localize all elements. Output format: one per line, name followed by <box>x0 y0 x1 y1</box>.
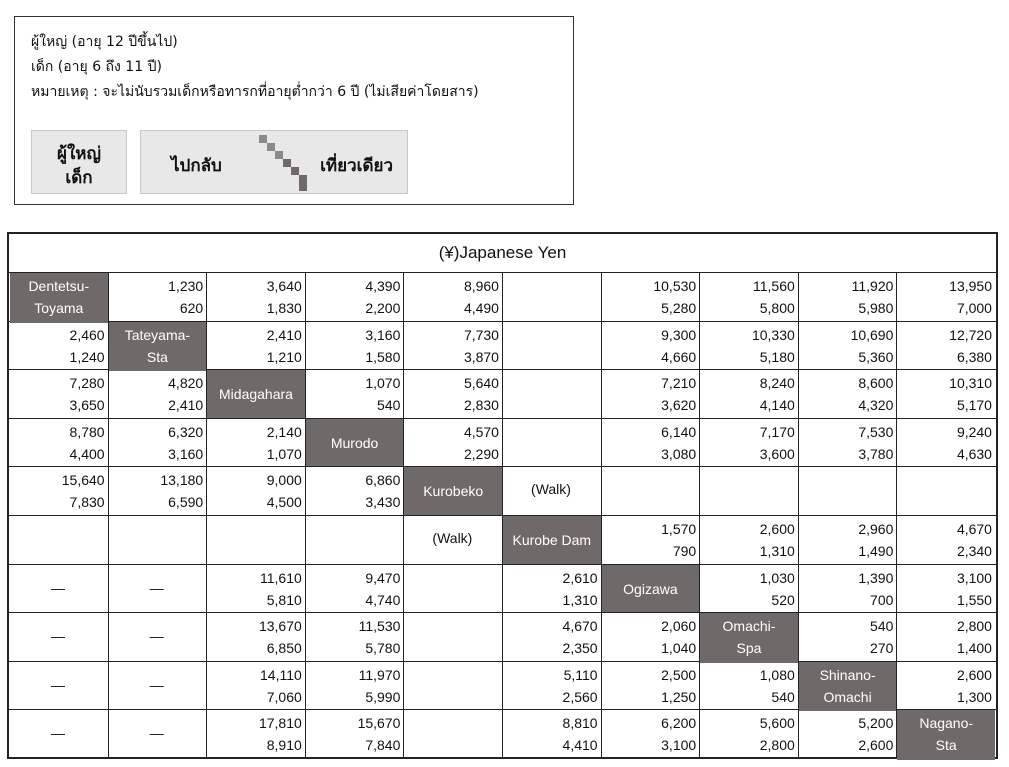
station-name-line: Murodo <box>330 434 379 451</box>
child-round-trip-fare: 4,660 <box>661 348 697 365</box>
child-round-trip-fare: 7,000 <box>956 300 992 316</box>
child-round-trip-fare: 2,340 <box>956 543 992 559</box>
adult-round-trip-fare: 4,820 <box>168 375 204 392</box>
child-round-trip-fare: 520 <box>771 591 795 608</box>
child-round-trip-fare: 2,410 <box>168 397 204 414</box>
fare-cell <box>403 369 502 418</box>
fare-cell <box>9 418 108 467</box>
adult-round-trip-fare: 8,960 <box>463 278 499 294</box>
station-name-line: Midagahara <box>219 386 293 403</box>
fare-cell <box>403 321 502 370</box>
child-round-trip-fare: 2,290 <box>463 445 499 462</box>
adult-round-trip-fare: 2,410 <box>266 326 302 343</box>
fare-cell <box>305 612 404 661</box>
fare-cell <box>896 369 995 418</box>
legend-box-adult: ผู้ใหญ่ <box>57 144 101 164</box>
child-round-trip-fare: 1,400 <box>956 640 992 657</box>
adult-round-trip-fare: 2,800 <box>956 618 992 635</box>
fare-cell <box>305 369 404 418</box>
legend-trip-box <box>140 130 408 194</box>
child-round-trip-fare: 4,490 <box>463 300 499 316</box>
child-round-trip-fare: 5,180 <box>759 348 795 365</box>
station-cell <box>503 516 601 564</box>
child-round-trip-fare: 790 <box>672 543 697 559</box>
child-round-trip-fare: 3,430 <box>365 494 401 511</box>
child-round-trip-fare: 1,250 <box>661 688 697 705</box>
fare-cell <box>108 369 207 418</box>
fare-cell <box>108 272 207 321</box>
child-round-trip-fare: 1,310 <box>759 543 795 559</box>
fare-cell <box>699 321 798 370</box>
adult-round-trip-fare: 2,140 <box>266 423 302 440</box>
adult-round-trip-fare: 5,640 <box>463 375 499 392</box>
fare-cell <box>206 418 305 467</box>
child-round-trip-fare: 4,410 <box>562 737 598 754</box>
child-round-trip-fare: 1,550 <box>956 591 992 608</box>
child-round-trip-fare: 2,600 <box>858 737 894 754</box>
child-round-trip-fare: 4,320 <box>858 397 894 414</box>
no-service-dash: — <box>51 676 65 693</box>
adult-round-trip-fare: 12,720 <box>949 326 992 343</box>
child-round-trip-fare: 1,070 <box>266 445 302 462</box>
fare-cell <box>9 466 108 515</box>
adult-round-trip-fare: 10,310 <box>949 375 992 392</box>
currency-header: (¥)Japanese Yen <box>9 234 996 273</box>
child-round-trip-fare: 5,990 <box>365 688 401 705</box>
station-cell <box>602 565 700 613</box>
child-round-trip-fare: 5,170 <box>956 397 992 414</box>
fare-cell <box>206 709 305 758</box>
child-round-trip-fare: 1,040 <box>661 640 697 657</box>
fare-cell <box>305 709 404 758</box>
adult-round-trip-fare: 11,970 <box>358 666 401 683</box>
adult-round-trip-fare: 2,500 <box>661 666 697 683</box>
child-round-trip-fare: 6,590 <box>168 494 204 511</box>
fare-cell <box>601 369 700 418</box>
fare-cell <box>601 418 700 467</box>
fare-cell <box>206 321 305 370</box>
station-cell <box>799 662 897 712</box>
station-name-line: Sta <box>146 348 168 365</box>
child-round-trip-fare: 7,830 <box>69 494 105 511</box>
adult-round-trip-fare: 1,030 <box>759 569 795 586</box>
fare-cell <box>896 418 995 467</box>
fare-cell <box>206 612 305 661</box>
fare-cell <box>502 661 601 710</box>
child-round-trip-fare: 3,620 <box>661 397 697 414</box>
no-service-dash: — <box>149 676 164 693</box>
legend-adult-line: ผู้ใหญ่ (อายุ 12 ปีขึ้นไป) <box>31 34 178 50</box>
adult-round-trip-fare: 9,470 <box>365 569 401 586</box>
legend-child-line: เด็ก (อายุ 6 ถึง 11 ปี) <box>31 59 162 75</box>
legend-note-line: หมายเหตุ : จะไม่นับรวมเด็กหรือทารกที่อายุต่ำกว่า 6 ปี (ไม่เสียค่าโดยสาร) <box>31 84 479 100</box>
child-round-trip-fare: 2,350 <box>562 640 598 657</box>
fare-cell <box>896 661 995 710</box>
fare-cell <box>601 612 700 661</box>
station-name-line: Ogizawa <box>623 580 678 597</box>
station-cell <box>109 322 207 372</box>
child-round-trip-fare: 3,650 <box>69 397 105 414</box>
fare-cell <box>305 466 404 515</box>
station-cell <box>306 419 404 467</box>
child-round-trip-fare: 2,560 <box>562 688 598 705</box>
adult-round-trip-fare: 13,670 <box>258 618 302 635</box>
child-round-trip-fare: 540 <box>377 397 401 414</box>
legend-box-one-way: เที่ยวเดียว <box>320 156 393 176</box>
child-round-trip-fare: 1,300 <box>956 688 992 705</box>
fare-cell <box>601 272 700 321</box>
adult-round-trip-fare: 2,600 <box>759 521 795 537</box>
adult-round-trip-fare: 4,670 <box>562 618 598 635</box>
child-round-trip-fare: 4,500 <box>266 494 302 511</box>
adult-round-trip-fare: 5,200 <box>858 715 894 732</box>
child-round-trip-fare: 540 <box>771 688 795 705</box>
child-round-trip-fare: 1,240 <box>69 348 105 365</box>
adult-round-trip-fare: 2,460 <box>69 326 105 343</box>
adult-round-trip-fare: 1,570 <box>661 521 697 537</box>
child-round-trip-fare: 7,060 <box>266 688 302 705</box>
adult-round-trip-fare: 11,610 <box>260 569 302 586</box>
fare-cell <box>699 369 798 418</box>
station-cell <box>700 613 798 663</box>
fare-cell <box>699 418 798 467</box>
no-service-dash: — <box>51 628 65 645</box>
child-round-trip-fare: 1,580 <box>365 348 401 365</box>
child-round-trip-fare: 3,080 <box>661 445 697 462</box>
fare-cell <box>9 321 108 370</box>
child-round-trip-fare: 4,400 <box>69 445 105 462</box>
child-round-trip-fare: 8,910 <box>266 737 302 754</box>
adult-round-trip-fare: 10,330 <box>751 326 795 343</box>
adult-round-trip-fare: 3,640 <box>266 278 302 294</box>
fare-cell <box>798 321 897 370</box>
adult-round-trip-fare: 8,810 <box>562 715 598 732</box>
adult-round-trip-fare: 540 <box>870 618 894 635</box>
child-round-trip-fare: 4,740 <box>365 591 401 608</box>
adult-round-trip-fare: 13,180 <box>160 472 204 489</box>
child-round-trip-fare: 6,850 <box>266 640 302 657</box>
child-round-trip-fare: 2,800 <box>759 737 795 754</box>
adult-round-trip-fare: 15,670 <box>357 715 401 732</box>
adult-round-trip-fare: 11,530 <box>358 618 401 635</box>
adult-round-trip-fare: 10,530 <box>653 278 697 294</box>
adult-round-trip-fare: 9,240 <box>956 423 992 440</box>
no-service-dash: — <box>51 579 65 596</box>
fare-cell <box>601 321 700 370</box>
child-round-trip-fare: 3,870 <box>463 348 499 365</box>
fare-cell <box>699 564 798 613</box>
child-round-trip-fare: 700 <box>870 591 894 608</box>
fare-cell <box>305 272 404 321</box>
fare-legend <box>14 16 574 205</box>
adult-round-trip-fare: 4,670 <box>956 521 992 537</box>
fare-cell <box>699 709 798 758</box>
fare-cell <box>502 709 601 758</box>
station-cell <box>10 273 108 323</box>
fare-cell <box>699 272 798 321</box>
adult-round-trip-fare: 11,560 <box>753 278 795 294</box>
station-name-line: Kurobe Dam <box>512 532 592 548</box>
fare-cell <box>896 515 995 564</box>
adult-round-trip-fare: 9,300 <box>661 326 697 343</box>
adult-round-trip-fare: 2,960 <box>858 521 894 537</box>
adult-round-trip-fare: 8,780 <box>69 423 105 440</box>
station-name-line: Sta <box>935 737 957 754</box>
adult-round-trip-fare: 6,140 <box>661 423 697 440</box>
child-round-trip-fare: 3,780 <box>858 445 894 462</box>
fare-cell <box>305 321 404 370</box>
fare-cell <box>896 272 995 321</box>
adult-round-trip-fare: 6,200 <box>661 715 697 732</box>
fare-cell <box>896 564 995 613</box>
no-service-dash: — <box>149 628 164 645</box>
adult-round-trip-fare: 4,570 <box>463 423 499 440</box>
walk-cell: (Walk) <box>531 481 571 498</box>
fare-cell <box>403 272 502 321</box>
child-round-trip-fare: 2,200 <box>365 300 401 316</box>
child-round-trip-fare: 5,360 <box>858 348 894 365</box>
fare-cell <box>502 564 601 613</box>
child-round-trip-fare: 1,210 <box>266 348 302 365</box>
child-round-trip-fare: 3,600 <box>759 445 795 462</box>
walk-cell: (Walk) <box>432 530 473 546</box>
adult-round-trip-fare: 10,690 <box>850 326 894 343</box>
fare-cell <box>798 612 897 661</box>
adult-round-trip-fare: 7,170 <box>759 423 795 440</box>
child-round-trip-fare: 4,630 <box>956 445 992 462</box>
child-round-trip-fare: 7,840 <box>365 737 401 754</box>
fare-cell <box>403 418 502 467</box>
station-name-line: Dentetsu- <box>28 278 90 294</box>
child-round-trip-fare: 3,100 <box>661 737 697 754</box>
fare-cell <box>798 515 897 564</box>
station-name-line: Omachi <box>823 688 872 705</box>
child-round-trip-fare: 5,280 <box>661 300 697 316</box>
child-round-trip-fare: 4,140 <box>759 397 795 414</box>
adult-round-trip-fare: 7,210 <box>661 375 697 392</box>
child-round-trip-fare: 620 <box>179 300 204 316</box>
child-round-trip-fare: 2,830 <box>463 397 499 414</box>
fare-cell <box>601 709 700 758</box>
fare-cell <box>9 369 108 418</box>
fare-cell <box>798 709 897 758</box>
child-round-trip-fare: 5,980 <box>858 300 894 316</box>
legend-adult-child-box <box>31 130 127 194</box>
fare-table <box>7 232 998 759</box>
adult-round-trip-fare: 17,810 <box>258 715 302 732</box>
station-name-line: Omachi- <box>722 618 776 635</box>
fare-cell <box>601 661 700 710</box>
child-round-trip-fare: 1,830 <box>266 300 302 316</box>
adult-round-trip-fare: 3,160 <box>365 326 401 343</box>
no-service-dash: — <box>51 725 65 742</box>
adult-round-trip-fare: 8,600 <box>858 375 894 392</box>
adult-round-trip-fare: 2,610 <box>562 569 598 586</box>
diagonal-divider-icon <box>259 135 309 193</box>
adult-round-trip-fare: 9,000 <box>266 472 302 489</box>
fare-cell <box>798 418 897 467</box>
adult-round-trip-fare: 5,600 <box>759 715 795 732</box>
station-name-line: Toyama <box>34 300 84 316</box>
adult-round-trip-fare: 4,390 <box>365 278 401 294</box>
adult-round-trip-fare: 6,860 <box>365 472 401 489</box>
station-name-line: Nagano- <box>919 715 974 732</box>
adult-round-trip-fare: 5,110 <box>563 666 598 683</box>
adult-round-trip-fare: 3,100 <box>956 569 992 586</box>
station-cell <box>404 467 502 515</box>
fare-cell <box>601 515 700 564</box>
adult-round-trip-fare: 11,920 <box>851 278 894 294</box>
adult-round-trip-fare: 1,070 <box>365 375 401 392</box>
legend-box-round-trip: ไปกลับ <box>171 156 222 176</box>
station-name-line: Kurobeko <box>423 483 484 500</box>
no-service-dash: — <box>149 725 164 742</box>
fare-cell <box>896 612 995 661</box>
child-round-trip-fare: 5,780 <box>365 640 401 657</box>
adult-round-trip-fare: 1,230 <box>168 278 204 294</box>
station-name-line: Tateyama- <box>124 326 191 343</box>
child-round-trip-fare: 270 <box>870 640 894 657</box>
fare-cell <box>108 418 207 467</box>
adult-round-trip-fare: 8,240 <box>759 375 795 392</box>
adult-round-trip-fare: 6,320 <box>168 423 204 440</box>
adult-round-trip-fare: 15,640 <box>61 472 105 489</box>
station-cell <box>897 710 995 760</box>
fare-cell <box>798 564 897 613</box>
child-round-trip-fare: 1,310 <box>562 591 598 608</box>
adult-round-trip-fare: 2,060 <box>661 618 697 635</box>
fare-cell <box>798 272 897 321</box>
adult-round-trip-fare: 13,950 <box>949 278 992 294</box>
fare-cell <box>108 466 207 515</box>
adult-round-trip-fare: 1,080 <box>759 666 795 683</box>
fare-cell <box>206 272 305 321</box>
fare-cell <box>305 661 404 710</box>
station-name-line: Spa <box>736 640 762 657</box>
adult-round-trip-fare: 14,110 <box>260 666 302 683</box>
child-round-trip-fare: 3,160 <box>168 445 204 462</box>
fare-cell <box>206 661 305 710</box>
fare-cell <box>798 369 897 418</box>
legend-box-child: เด็ก <box>65 168 93 188</box>
no-service-dash: — <box>149 579 164 596</box>
fare-cell <box>206 564 305 613</box>
fare-cell <box>502 612 601 661</box>
fare-cell <box>699 661 798 710</box>
station-cell <box>207 370 305 418</box>
adult-round-trip-fare: 1,390 <box>858 569 894 586</box>
child-round-trip-fare: 5,810 <box>266 591 302 608</box>
child-round-trip-fare: 5,800 <box>759 300 795 316</box>
child-round-trip-fare: 1,490 <box>858 543 894 559</box>
adult-round-trip-fare: 7,730 <box>463 326 499 343</box>
fare-cell <box>896 321 995 370</box>
station-name-line: Shinano- <box>819 666 876 683</box>
fare-cell <box>699 515 798 564</box>
child-round-trip-fare: 6,380 <box>956 348 992 365</box>
adult-round-trip-fare: 7,530 <box>858 423 894 440</box>
fare-cell <box>305 564 404 613</box>
adult-round-trip-fare: 7,280 <box>69 375 105 392</box>
fare-cell <box>206 466 305 515</box>
adult-round-trip-fare: 2,600 <box>956 666 992 683</box>
